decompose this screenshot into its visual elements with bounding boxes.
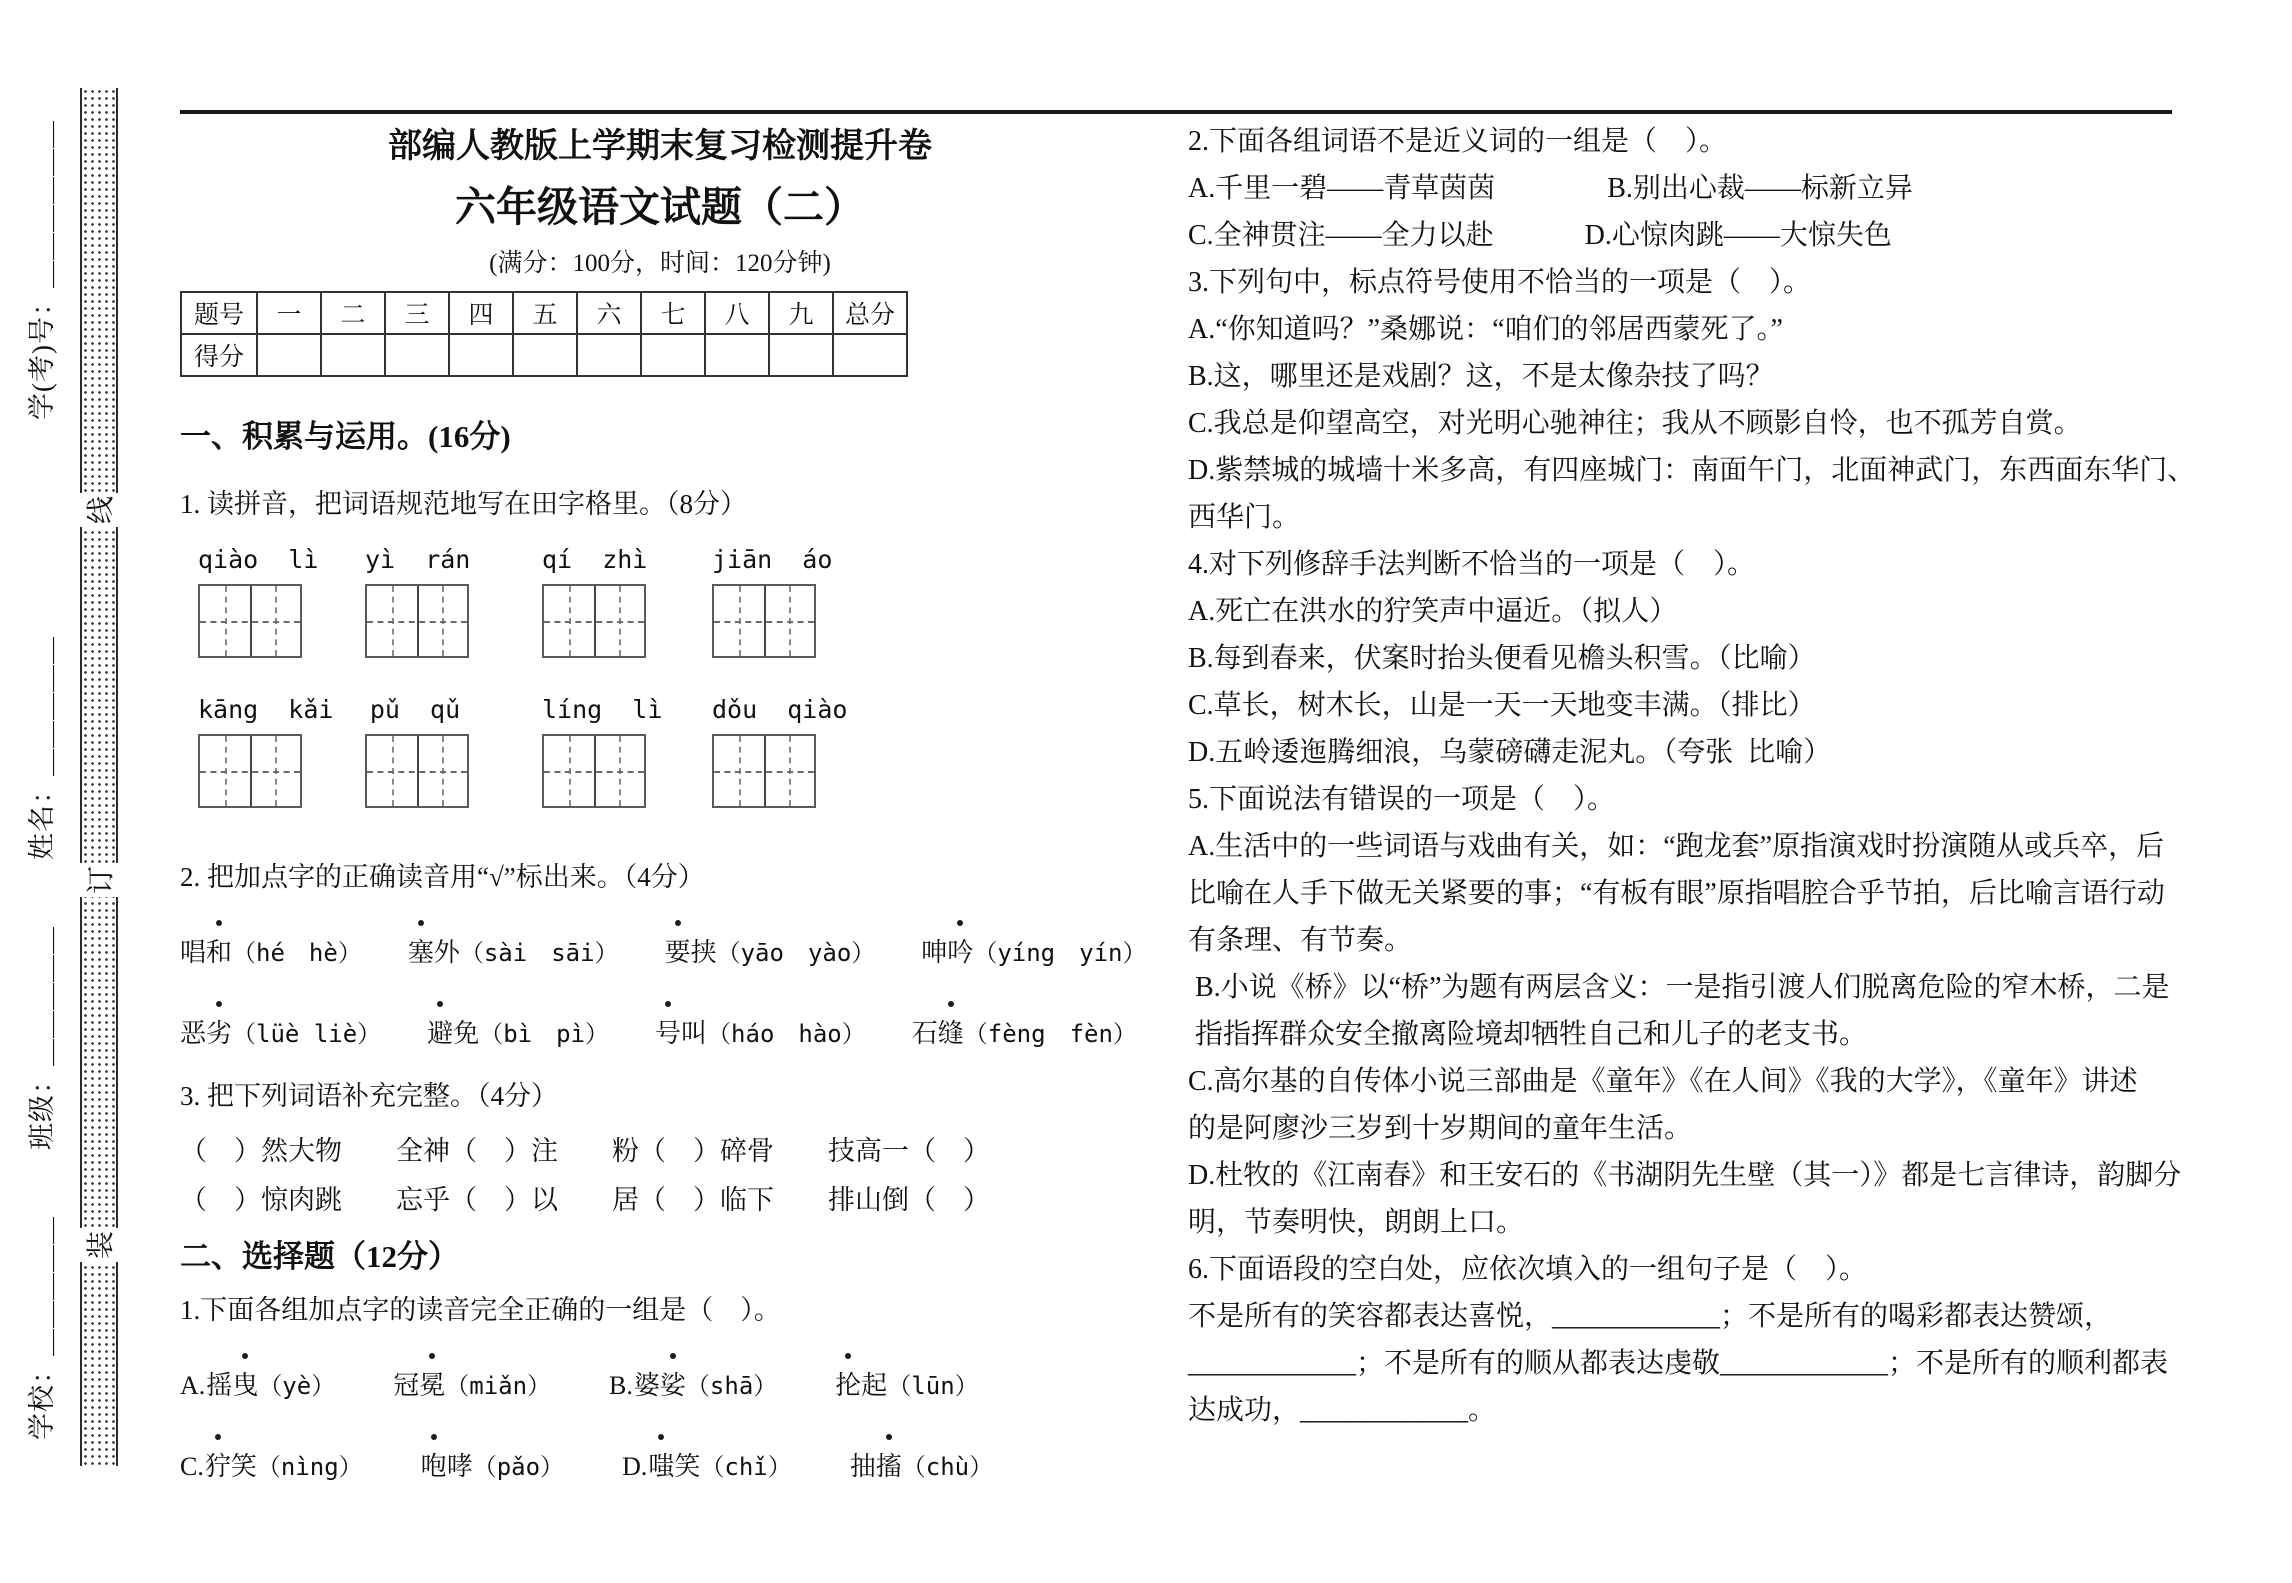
q3-fill-row-2: [180, 1178, 1165, 1217]
word-character: 抡: [835, 1365, 861, 1402]
idiom-fill-item: 居（ ）临下: [612, 1185, 774, 1216]
section2-heading: 二、选择题（12分）: [180, 1239, 459, 1275]
word-character: 狞: [205, 1446, 231, 1483]
score-table-score-row: [181, 334, 907, 376]
emphasis-dot: [658, 1434, 664, 1440]
right-line-28: 达成功，____________。: [1188, 1395, 1497, 1426]
grid-dash-line: [544, 771, 644, 773]
word-entry: [393, 1365, 551, 1402]
binding-char-ding: 订: [67, 863, 131, 897]
pinyin-grid-group: [365, 695, 465, 808]
header-rule: [180, 110, 2172, 114]
idiom-fill-item: 粉（ ）碎骨: [612, 1136, 774, 1167]
binding-char-xian: 线: [67, 493, 131, 527]
pinyin-choices: （fèng fèn）: [963, 1020, 1137, 1049]
tianzige-grid: [365, 584, 469, 658]
right-line-22: 的是阿廖沙三岁到十岁期间的童年生活。: [1188, 1113, 1693, 1144]
pinyin-choices: （pǎo）: [472, 1453, 565, 1482]
right-line-16: A.生活中的一些词语与戏曲有关，如：“跑龙套”原指演戏时扮演随从或兵卒，后: [1188, 831, 2165, 862]
word-character: 塞: [408, 932, 434, 969]
score-cell-2: [321, 334, 385, 376]
word-character: 冠: [393, 1371, 420, 1401]
idiom-fill-item: 忘乎（ ）以: [396, 1185, 558, 1216]
word-character: 吟: [947, 932, 973, 969]
q3-text: 3. 把下列词语补充完整。（4分）: [180, 1081, 558, 1112]
idiom-fill-item: （ ）然大物: [180, 1136, 342, 1167]
student-name-field: 姓名：＿＿＿＿＿: [27, 636, 57, 860]
right-line-26: 不是所有的笑容都表达喜悦，____________；不是所有的喝彩都表达赞颂，: [1188, 1301, 2113, 1332]
tianzige-grid: [542, 584, 646, 658]
word-character: 缝: [938, 1013, 964, 1050]
pinyin-choices: （yāo yào）: [716, 939, 876, 968]
right-line-17: 比喻在人手下做无关紧要的事；“有板有眼”原指唱腔合乎节拍，后比喻言语行动: [1188, 878, 2165, 909]
right-line-11: A.死亡在洪水的狞笑声中逼近。（拟人）: [1188, 596, 1678, 627]
tianzige-grid: [712, 584, 816, 658]
score-table-column-9: 九: [769, 292, 833, 334]
emphasis-dot: [886, 1434, 892, 1440]
q2-word-row-1: [180, 918, 1165, 969]
grid-dash-line: [544, 621, 644, 623]
word-entry: [180, 932, 362, 969]
right-line-14: D.五岭逶迤腾细浪，乌蒙磅礴走泥丸。（夸张 比喻）: [1188, 737, 1832, 768]
grid-dash-line: [714, 771, 814, 773]
word-entry: [180, 1446, 363, 1483]
word-character: 哮: [446, 1452, 473, 1482]
right-line-1: 2.下面各组词语不是近义词的一组是（ ）。: [1188, 126, 1728, 157]
pinyin-grid-row-1: [180, 545, 1165, 665]
score-table: [180, 291, 908, 377]
pinyin-grid-row-2: [180, 695, 1165, 815]
tianzige-grid: [542, 734, 646, 808]
right-line-2: A.千里一碧——青草茵茵 B.别出心裁——标新立异: [1188, 173, 1913, 204]
section1-heading: 一、积累与运用。(16分): [180, 419, 511, 455]
option-letter: A.: [180, 1371, 206, 1401]
word-character: 搐: [876, 1446, 902, 1483]
right-line-19: B.小说《桥》以“桥”为题有两层含义：一是指引渡人们脱离危险的窄木桥，二是: [1188, 972, 2170, 1003]
s2q1-text: 1.下面各组加点字的读音完全正确的一组是（ ）。: [180, 1295, 781, 1326]
right-line-18: 有条理、有节奏。: [1188, 925, 1413, 956]
word-character: 摇: [206, 1371, 233, 1401]
word-character: 起: [861, 1371, 888, 1401]
word-character: 要: [665, 932, 691, 969]
pinyin-choices: （shā）: [685, 1372, 778, 1401]
word-character: 劣: [206, 1013, 232, 1050]
emphasis-dot: [431, 1434, 437, 1440]
right-line-8: D.紫禁城的城墙十米多高，有四座城门：南面午门，北面神武门，东西面东华门、: [1188, 455, 2196, 486]
score-cell-4: [449, 334, 513, 376]
pinyin-label: dǒu qiào: [712, 695, 848, 725]
emphasis-dot: [845, 1353, 851, 1359]
score-table-column-4: 四: [449, 292, 513, 334]
emphasis-dot: [665, 1001, 671, 1007]
right-line-25: 6.下面语段的空白处，应依次填入的一组句子是（ ）。: [1188, 1254, 1868, 1285]
q1-text: 1. 读拼音，把词语规范地写在田字格里。（8分）: [180, 489, 747, 520]
word-character: 呻: [921, 938, 948, 968]
score-table-column-5: 五: [513, 292, 577, 334]
score-table-column-6: 六: [577, 292, 641, 334]
pinyin-grid-group: [712, 695, 848, 808]
student-id-field: 学(考)号：＿＿＿＿＿＿: [27, 120, 57, 420]
exam-subject-title: 六年级语文试题（二）: [455, 183, 865, 230]
q2-word-row-2: [180, 999, 1165, 1050]
emphasis-dot: [242, 1353, 248, 1359]
right-line-4: 3.下列句中，标点符号使用不恰当的一项是（ ）。: [1188, 267, 1812, 298]
word-character: 叫: [681, 1019, 708, 1049]
word-entry: [408, 932, 619, 969]
score-table-column-1: 一: [257, 292, 321, 334]
word-entry: [421, 1446, 564, 1483]
word-character: 笑: [230, 1452, 257, 1482]
emphasis-dot: [948, 1001, 954, 1007]
right-line-7: C.我总是仰望高空，对光明心驰神往；我从不顾影自怜，也不孤芳自赏。: [1188, 408, 2082, 439]
word-character: 笑: [674, 1452, 701, 1482]
grid-dash-line: [714, 621, 814, 623]
emphasis-dot: [957, 920, 963, 926]
pinyin-grid-group: [542, 695, 663, 808]
pinyin-label: yì rán: [365, 545, 471, 575]
grid-dash-line: [367, 621, 467, 623]
pinyin-grid-group: [198, 695, 334, 808]
pinyin-label: qiào lì: [198, 545, 319, 575]
option-letter: C.: [180, 1452, 204, 1482]
score-cell-3: [385, 334, 449, 376]
word-entry: [609, 1365, 777, 1402]
word-character: 外: [433, 938, 460, 968]
tianzige-grid: [198, 584, 302, 658]
tianzige-grid: [365, 734, 469, 808]
emphasis-dot: [216, 1001, 222, 1007]
right-line-24: 明，节奏明快，朗朗上口。: [1188, 1207, 1525, 1238]
word-entry: [921, 932, 1146, 969]
right-line-13: C.草长，树木长，山是一天一天地变丰满。（排比）: [1188, 690, 1816, 721]
word-entry: [850, 1446, 993, 1483]
score-cell-10: [833, 334, 907, 376]
idiom-fill-item: 全神（ ）注: [396, 1136, 558, 1167]
emphasis-dot: [215, 1434, 221, 1440]
score-cell-1: [257, 334, 321, 376]
score-cell-6: [577, 334, 641, 376]
score-table-header-row: [181, 292, 907, 334]
word-character: 和: [206, 932, 232, 969]
class-field: 班级：＿＿＿＿＿: [27, 926, 57, 1150]
right-line-23: D.杜牧的《江南春》和王安石的《书湖阴先生壁（其一）》都是七言律诗，韵脚分: [1188, 1160, 2182, 1191]
word-character: 婆: [633, 1371, 660, 1401]
right-line-5: A.“你知道吗？”桑娜说：“咱们的邻居西蒙死了。”: [1188, 314, 1783, 345]
emphasis-dot: [429, 1353, 435, 1359]
emphasis-dot: [670, 1353, 676, 1359]
word-character: 挟: [690, 938, 717, 968]
score-table-corner-cell: 题号: [181, 292, 257, 334]
pinyin-choices: （miǎn）: [445, 1372, 552, 1401]
pinyin-choices: （bì pì）: [479, 1020, 610, 1049]
score-table-score-label: 得分: [181, 334, 257, 376]
s2q1-option-row-1: [180, 1351, 1165, 1402]
pinyin-grid-group: [365, 545, 471, 658]
pinyin-choices: （chù）: [901, 1453, 994, 1482]
grid-dash-line: [200, 771, 300, 773]
right-line-21: C.高尔基的自传体小说三部曲是《童年》《在人间》《我的大学》，《童年》讲述: [1188, 1066, 2138, 1097]
idiom-fill-item: 技高一（ ）: [828, 1136, 990, 1167]
option-letter: D.: [622, 1452, 648, 1482]
word-character: 抽: [849, 1452, 876, 1482]
pinyin-choices: （chǐ）: [700, 1453, 792, 1482]
right-line-20: 指指挥群众安全撤离险境却牺牲自己和儿子的老支书。: [1188, 1019, 1868, 1050]
right-line-10: 4.对下列修辞手法判断不恰当的一项是（ ）。: [1188, 549, 1756, 580]
tianzige-grid: [198, 734, 302, 808]
score-cell-9: [769, 334, 833, 376]
idiom-fill-item: （ ）惊肉跳: [180, 1185, 342, 1216]
score-cell-5: [513, 334, 577, 376]
pinyin-label: jiān áo: [712, 545, 833, 575]
pinyin-label: pǔ qǔ: [369, 695, 461, 725]
grid-dash-line: [367, 771, 467, 773]
word-entry: [180, 1013, 381, 1050]
word-character: 免: [453, 1019, 480, 1049]
word-entry: [427, 1013, 609, 1050]
word-character: 咆: [421, 1446, 447, 1483]
word-character: 嗤: [648, 1446, 674, 1483]
word-entry: [665, 932, 876, 969]
word-character: 冕: [419, 1365, 445, 1402]
s2q1-option-row-2: [180, 1432, 1165, 1483]
word-character: 娑: [660, 1365, 686, 1402]
word-entry: [912, 1013, 1137, 1050]
option-letter: B.: [609, 1371, 633, 1401]
pinyin-grid-group: [712, 545, 833, 658]
word-entry: [655, 1013, 866, 1050]
word-character: 唱: [180, 938, 207, 968]
word-entry: [180, 1365, 335, 1402]
left-column: [180, 124, 1165, 1483]
pinyin-label: líng lì: [542, 695, 663, 725]
exam-title: 部编人教版上学期末复习检测提升卷: [388, 128, 932, 165]
word-character: 石: [911, 1019, 938, 1049]
binding-char-zhuang: 装: [67, 1228, 131, 1262]
emphasis-dot: [418, 920, 424, 926]
emphasis-dot: [675, 920, 681, 926]
score-table-column-2: 二: [321, 292, 385, 334]
score-cell-7: [641, 334, 705, 376]
pinyin-choices: （lūn）: [887, 1372, 979, 1401]
right-line-9: 西华门。: [1188, 502, 1301, 533]
pinyin-choices: （sài sāi）: [459, 939, 619, 968]
score-table-column-7: 七: [641, 292, 705, 334]
exam-meta: (满分：100分，时间：120分钟): [489, 250, 831, 278]
emphasis-dot: [437, 1001, 443, 1007]
word-character: 恶: [180, 1019, 207, 1049]
right-line-15: 5.下面说法有错误的一项是（ ）。: [1188, 784, 1616, 815]
q3-fill-row-1: [180, 1129, 1165, 1168]
score-table-column-10: 总分: [833, 292, 907, 334]
pinyin-grid-group: [542, 545, 648, 658]
score-table-column-8: 八: [705, 292, 769, 334]
pinyin-choices: （hé hè）: [232, 939, 362, 968]
pinyin-choices: （háo hào）: [707, 1020, 866, 1049]
pinyin-choices: （nìng）: [256, 1453, 363, 1482]
q2-text: 2. 把加点字的正确读音用“√”标出来。（4分）: [180, 862, 705, 893]
word-entry: [622, 1446, 792, 1483]
pinyin-choices: （yè）: [258, 1372, 336, 1401]
word-character: 号: [655, 1013, 681, 1050]
right-column: [1188, 118, 2200, 1434]
word-entry: [835, 1365, 978, 1402]
pinyin-label: kāng kǎi: [198, 695, 334, 725]
emphasis-dot: [216, 920, 222, 926]
pinyin-grid-group: [198, 545, 319, 658]
pinyin-choices: （lüè liè）: [232, 1020, 382, 1049]
grid-dash-line: [200, 621, 300, 623]
right-line-3: C.全神贯注——全力以赴 D.心惊肉跳——大惊失色: [1188, 220, 1892, 251]
tianzige-grid: [712, 734, 816, 808]
binding-line-strip: [80, 88, 118, 1466]
word-character: 避: [427, 1013, 453, 1050]
score-table-column-3: 三: [385, 292, 449, 334]
school-field: 学校：＿＿＿＿＿: [27, 1216, 57, 1440]
score-cell-8: [705, 334, 769, 376]
right-line-27: ____________；不是所有的顺从都表达虔敬____________；不是所有的顺利都表: [1188, 1348, 2169, 1379]
pinyin-label: qí zhì: [542, 545, 648, 575]
idiom-fill-item: 排山倒（ ）: [828, 1185, 990, 1216]
right-line-6: B.这，哪里还是戏剧？这，不是太像杂技了吗？: [1188, 361, 1774, 392]
right-line-12: B.每到春来，伏案时抬头便看见檐头积雪。（比喻）: [1188, 643, 1816, 674]
pinyin-choices: （yíng yín）: [973, 939, 1147, 968]
word-character: 曳: [232, 1365, 258, 1402]
